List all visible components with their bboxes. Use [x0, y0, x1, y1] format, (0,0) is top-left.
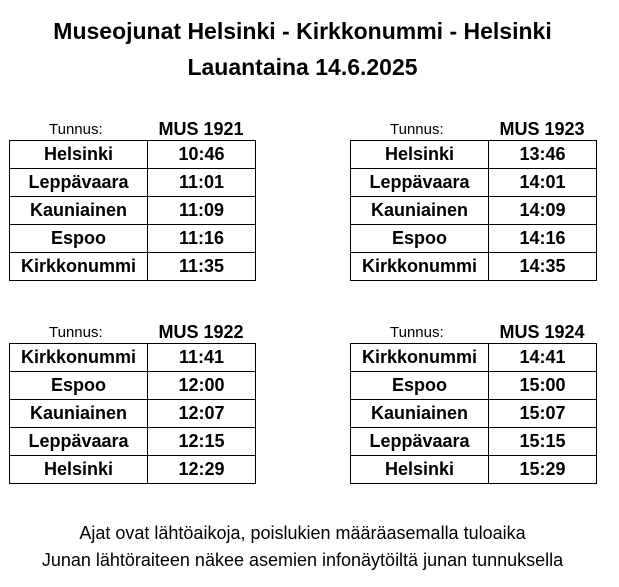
time-cell: 12:29	[148, 456, 256, 484]
tunnus-label: Tunnus:	[49, 121, 103, 138]
station-cell: Kauniainen	[10, 197, 148, 225]
note-departure-times: Ajat ovat lähtöaikoja, poislukien määräasemalla tuloaika	[79, 523, 526, 543]
train-id: MUS 1924	[499, 322, 585, 342]
time-cell: 11:16	[148, 225, 256, 253]
time-cell: 11:41	[148, 344, 256, 372]
time-cell: 12:15	[148, 428, 256, 456]
table-row	[351, 428, 597, 456]
table-row	[10, 428, 256, 456]
time-cell: 14:01	[489, 169, 597, 197]
station-cell: Kauniainen	[10, 400, 148, 428]
station-cell: Leppävaara	[10, 169, 148, 197]
table-row	[351, 225, 597, 253]
station-cell: Kirkkonummi	[351, 344, 489, 372]
time-cell: 14:16	[489, 225, 597, 253]
station-cell: Kauniainen	[351, 197, 489, 225]
train-timetable-mus-1923	[350, 116, 596, 281]
station-cell: Espoo	[10, 372, 148, 400]
time-cell: 10:46	[148, 141, 256, 169]
station-cell: Kauniainen	[351, 400, 489, 428]
table-row	[351, 372, 597, 400]
schedule-table	[9, 343, 256, 484]
time-cell: 11:09	[148, 197, 256, 225]
table-row	[10, 225, 256, 253]
train-timetable-mus-1921	[9, 116, 255, 281]
table-row	[351, 253, 597, 281]
train-id: MUS 1923	[499, 119, 585, 139]
table-row	[10, 197, 256, 225]
schedule-table	[350, 343, 597, 484]
station-cell: Leppävaara	[10, 428, 148, 456]
station-cell: Leppävaara	[351, 169, 489, 197]
station-cell: Espoo	[351, 372, 489, 400]
time-cell: 11:35	[148, 253, 256, 281]
table-row	[10, 344, 256, 372]
table-row	[10, 169, 256, 197]
table-row	[351, 344, 597, 372]
schedule-table	[350, 140, 597, 281]
station-cell: Kirkkonummi	[10, 344, 148, 372]
note-platform-info: Junan lähtöraiteen näkee asemien infonäytöiltä junan tunnuksella	[41, 550, 564, 570]
table-row	[10, 400, 256, 428]
station-cell: Helsinki	[10, 456, 148, 484]
time-cell: 15:29	[489, 456, 597, 484]
time-cell: 12:00	[148, 372, 256, 400]
tunnus-label: Tunnus:	[390, 121, 444, 138]
time-cell: 12:07	[148, 400, 256, 428]
time-cell: 14:35	[489, 253, 597, 281]
table-row	[10, 456, 256, 484]
station-cell: Espoo	[351, 225, 489, 253]
table-row	[10, 141, 256, 169]
tunnus-label: Tunnus:	[390, 324, 444, 341]
time-cell: 14:09	[489, 197, 597, 225]
table-row	[10, 372, 256, 400]
page-title: Museojunat Helsinki - Kirkkonummi - Helsinki	[53, 18, 552, 44]
station-cell: Helsinki	[351, 456, 489, 484]
tunnus-label: Tunnus:	[49, 324, 103, 341]
table-row	[351, 169, 597, 197]
time-cell: 11:01	[148, 169, 256, 197]
schedule-table	[9, 140, 256, 281]
train-id: MUS 1922	[158, 322, 244, 342]
table-row	[351, 141, 597, 169]
station-cell: Kirkkonummi	[351, 253, 489, 281]
table-row	[351, 456, 597, 484]
time-cell: 15:00	[489, 372, 597, 400]
time-cell: 14:41	[489, 344, 597, 372]
station-cell: Helsinki	[10, 141, 148, 169]
station-cell: Kirkkonummi	[10, 253, 148, 281]
station-cell: Helsinki	[351, 141, 489, 169]
time-cell: 15:07	[489, 400, 597, 428]
time-cell: 15:15	[489, 428, 597, 456]
table-row	[351, 400, 597, 428]
train-timetable-mus-1922	[9, 319, 255, 484]
station-cell: Espoo	[10, 225, 148, 253]
page-subtitle-date: Lauantaina 14.6.2025	[187, 54, 418, 80]
time-cell: 13:46	[489, 141, 597, 169]
table-row	[10, 253, 256, 281]
train-id: MUS 1921	[158, 119, 244, 139]
train-timetable-mus-1924	[350, 319, 596, 484]
station-cell: Leppävaara	[351, 428, 489, 456]
table-row	[351, 197, 597, 225]
